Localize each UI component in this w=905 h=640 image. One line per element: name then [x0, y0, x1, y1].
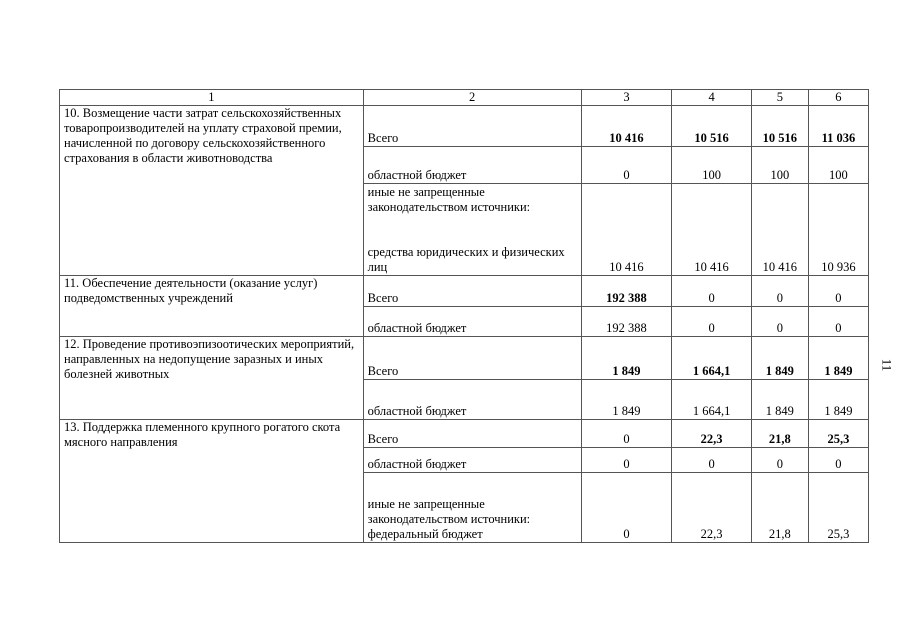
column-header-4: 4: [672, 90, 751, 106]
table-row: [60, 276, 869, 307]
value-cell: 0: [672, 276, 751, 307]
row-11-description: 11. Обеспечение деятельности (оказание услуг) подведомственных учреждений: [60, 276, 364, 337]
column-header-6: 6: [808, 90, 868, 106]
value-cell: 25,3: [808, 473, 868, 543]
value-cell: 22,3: [672, 420, 751, 448]
value-cell: 10 416: [751, 184, 808, 276]
value-cell: 192 388: [581, 276, 672, 307]
value-cell: 1 664,1: [672, 337, 751, 380]
value-cell: 1 849: [808, 337, 868, 380]
value-cell: 100: [672, 147, 751, 184]
column-header-3: 3: [581, 90, 672, 106]
value-cell: 1 849: [581, 337, 672, 380]
source-cell: областной бюджет: [363, 380, 581, 420]
row-10-description: 10. Возмещение части затрат сельскохозяйственных товаропроизводителей на уплату страховой премии, начисленной по договору сельскохозяйственного страхования в области животноводства: [60, 106, 364, 276]
value-cell: 0: [751, 276, 808, 307]
table-row: [60, 337, 869, 380]
value-cell: 0: [808, 307, 868, 337]
value-cell: 1 849: [751, 380, 808, 420]
value-cell: 11 036: [808, 106, 868, 147]
value-cell: 1 849: [581, 380, 672, 420]
value-cell: 0: [751, 307, 808, 337]
value-cell: 10 416: [672, 184, 751, 276]
value-cell: 10 416: [581, 184, 672, 276]
value-cell: 0: [581, 448, 672, 473]
value-cell: 100: [808, 147, 868, 184]
source-cell: Всего: [363, 337, 581, 380]
source-cell: [363, 184, 581, 276]
source-cell: Всего: [363, 106, 581, 147]
value-cell: 10 516: [672, 106, 751, 147]
value-cell: 0: [672, 307, 751, 337]
value-cell: 0: [581, 147, 672, 184]
value-cell: 0: [808, 276, 868, 307]
source-cell: Всего: [363, 420, 581, 448]
value-cell: 21,8: [751, 420, 808, 448]
value-cell: 1 664,1: [672, 380, 751, 420]
value-cell: 10 416: [581, 106, 672, 147]
column-header-2: 2: [363, 90, 581, 106]
value-cell: 10 936: [808, 184, 868, 276]
value-cell: 21,8: [751, 473, 808, 543]
source-cell: областной бюджет: [363, 307, 581, 337]
value-cell: 100: [751, 147, 808, 184]
value-cell: 0: [581, 473, 672, 543]
row-13-description: 13. Поддержка племенного крупного рогатого скота мясного направления: [60, 420, 364, 543]
source-cell: областной бюджет: [363, 448, 581, 473]
source-cell: Всего: [363, 276, 581, 307]
value-cell: 10 516: [751, 106, 808, 147]
source-cell: иные не запрещенные законодательством источники: федеральный бюджет: [363, 473, 581, 543]
table-header-row: [60, 90, 869, 106]
page-number: 11: [879, 358, 895, 372]
value-cell: 1 849: [808, 380, 868, 420]
value-cell: 0: [581, 420, 672, 448]
source-text-sub: средства юридических и физических лиц: [367, 245, 565, 274]
table-row: [60, 106, 869, 147]
value-cell: 0: [751, 448, 808, 473]
value-cell: 1 849: [751, 337, 808, 380]
value-cell: 192 388: [581, 307, 672, 337]
row-12-description: 12. Проведение противоэпизоотических мероприятий, направленных на недопущение заразных и иных болезней животных: [60, 337, 364, 420]
value-cell: 25,3: [808, 420, 868, 448]
value-cell: 0: [808, 448, 868, 473]
budget-table: [59, 89, 869, 543]
source-cell: областной бюджет: [363, 147, 581, 184]
value-cell: 0: [672, 448, 751, 473]
source-text: иные не запрещенные законодательством источники:: [367, 185, 531, 214]
value-cell: 22,3: [672, 473, 751, 543]
column-header-1: 1: [60, 90, 364, 106]
table-row: [60, 420, 869, 448]
column-header-5: 5: [751, 90, 808, 106]
